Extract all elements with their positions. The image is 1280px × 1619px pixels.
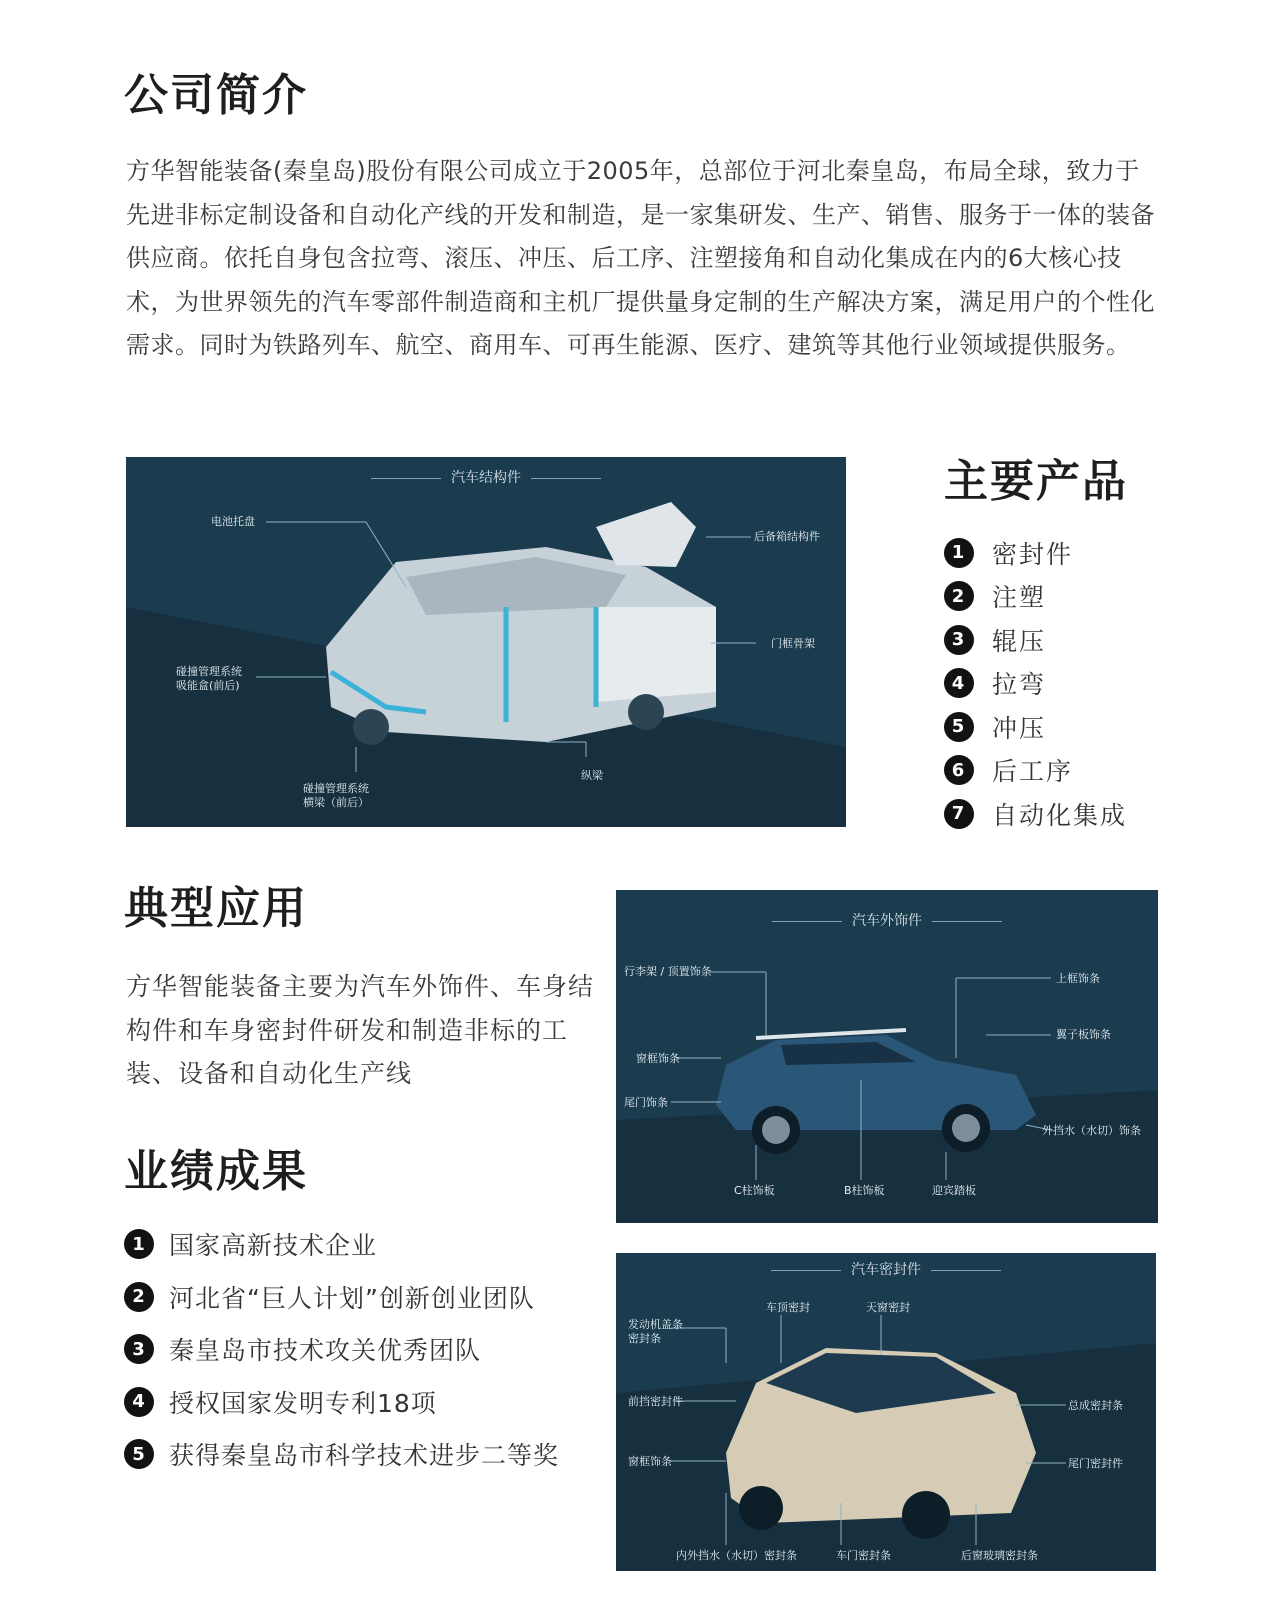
label-crash-system-2: 碰撞管理系统 [303,782,369,795]
label-welcome-pedal: 迎宾踏板 [932,1184,976,1197]
label-trunk-structure: 后备箱结构件 [754,530,820,543]
number-badge: 2 [944,581,974,611]
intro-paragraph: 方华智能装备(秦皇岛)股份有限公司成立于2005年，总部位于河北秦皇岛，布局全球，致力于先进非标定制设备和自动化产线的开发和制造，是一家集研发、生产、销售、服务于一体的装备供应商。依托自身包含拉弯、滚压、冲压、后工序、注塑接角和自动化集成在内的6大核心技术，为世界领先的汽车零部件制造商和主机厂提供量身定制的生产解决方案，满足用户的个性化需求。同时为铁路列车、航空、商用车、可再生能源、医疗、建筑等其他行业领域提供服务。 [126,157,1155,359]
results-title: 业绩成果 [124,1146,308,1197]
list-item [944,662,1127,706]
label-roof-rack: 行李架 / 顶置饰条 [624,965,712,978]
list-item [944,749,1127,793]
label-tailgate-trim: 尾门饰条 [624,1096,668,1109]
product-label: 拉弯 [992,670,1047,700]
list-item [944,531,1127,575]
result-label: 国家高新技术企业 [169,1231,378,1261]
label-energy-box: 吸能盒(前后) [176,679,240,692]
label-rear-glass-seal: 后窗玻璃密封条 [961,1549,1038,1562]
label-c-pillar: C柱饰板 [734,1184,775,1197]
number-badge: 3 [944,625,974,655]
label-belt-seal: 内外挡水（水切）密封条 [676,1549,797,1562]
label-seal-strip: 密封条 [628,1332,661,1345]
intro-title: 公司简介 [124,70,308,121]
applications-text: 方华智能装备主要为汽车外饰件、车身结构件和车身密封件研发和制造非标的工装、设备和自动化生产线 [126,972,595,1088]
number-badge: 4 [124,1387,154,1417]
number-badge: 3 [124,1334,154,1364]
label-windshield-seal: 前挡密封件 [628,1395,683,1408]
result-label: 河北省“巨人计划”创新创业团队 [169,1283,535,1313]
label-hood-strip: 发动机盖条 [628,1318,683,1331]
label-b-pillar: B柱饰板 [844,1184,885,1197]
product-label: 自动化集成 [992,800,1128,830]
result-label: 获得秦皇岛市科学技术进步二等奖 [169,1441,560,1471]
seal-panel-title: 汽车密封件 [616,1259,1156,1279]
label-upper-frame-trim: 上框饰条 [1056,972,1100,985]
product-label: 冲压 [992,713,1047,743]
number-badge: 4 [944,668,974,698]
suv-exterior-illustration [616,890,1158,1223]
label-fender-trim: 翼子板饰条 [1056,1028,1111,1041]
structure-panel-title: 汽车结构件 [126,467,846,487]
list-item [944,705,1127,749]
list-item [944,575,1127,619]
product-label: 密封件 [992,539,1074,569]
result-label: 授权国家发明专利18项 [169,1388,437,1418]
number-badge: 2 [124,1282,154,1312]
results-list [124,1218,559,1481]
car-body-illustration [126,457,846,827]
label-window-frame-trim: 窗框饰条 [636,1052,680,1065]
number-badge: 5 [944,712,974,742]
label-battery-tray: 电池托盘 [211,515,255,528]
products-title: 主要产品 [944,456,1128,507]
products-list [944,531,1127,836]
label-window-frame-seal: 窗框饰条 [628,1455,672,1468]
list-item [124,1218,559,1271]
label-cross-beam: 横梁（前后） [303,796,369,809]
exterior-panel [616,890,1158,1223]
label-crash-system-1: 碰撞管理系统 [176,665,242,678]
number-badge: 5 [124,1439,154,1469]
list-item [944,618,1127,662]
number-badge: 7 [944,799,974,829]
label-roof-seal: 车顶密封 [766,1301,810,1314]
label-door-seal: 车门密封条 [836,1549,891,1562]
number-badge: 1 [944,538,974,568]
label-sunroof-seal: 天窗密封 [866,1301,910,1314]
label-longitudinal-beam: 纵梁 [581,769,603,782]
list-item [124,1271,559,1324]
product-label: 后工序 [992,757,1074,787]
product-label: 辊压 [992,626,1047,656]
list-item [124,1323,559,1376]
label-assembly-seal: 总成密封条 [1068,1399,1123,1412]
exterior-panel-title: 汽车外饰件 [616,910,1158,930]
product-label: 注塑 [992,583,1047,613]
seal-panel [616,1253,1156,1571]
applications-title: 典型应用 [124,883,308,934]
label-door-frame: 门框骨架 [771,637,815,650]
label-tailgate-seal: 尾门密封件 [1068,1457,1123,1470]
number-badge: 6 [944,755,974,785]
number-badge: 1 [124,1229,154,1259]
list-item [944,792,1127,836]
list-item [124,1428,559,1481]
structure-panel [126,457,846,827]
result-label: 秦皇岛市技术攻关优秀团队 [169,1336,482,1366]
label-outer-belt-trim: 外挡水（水切）饰条 [1042,1124,1141,1137]
list-item [124,1376,559,1429]
